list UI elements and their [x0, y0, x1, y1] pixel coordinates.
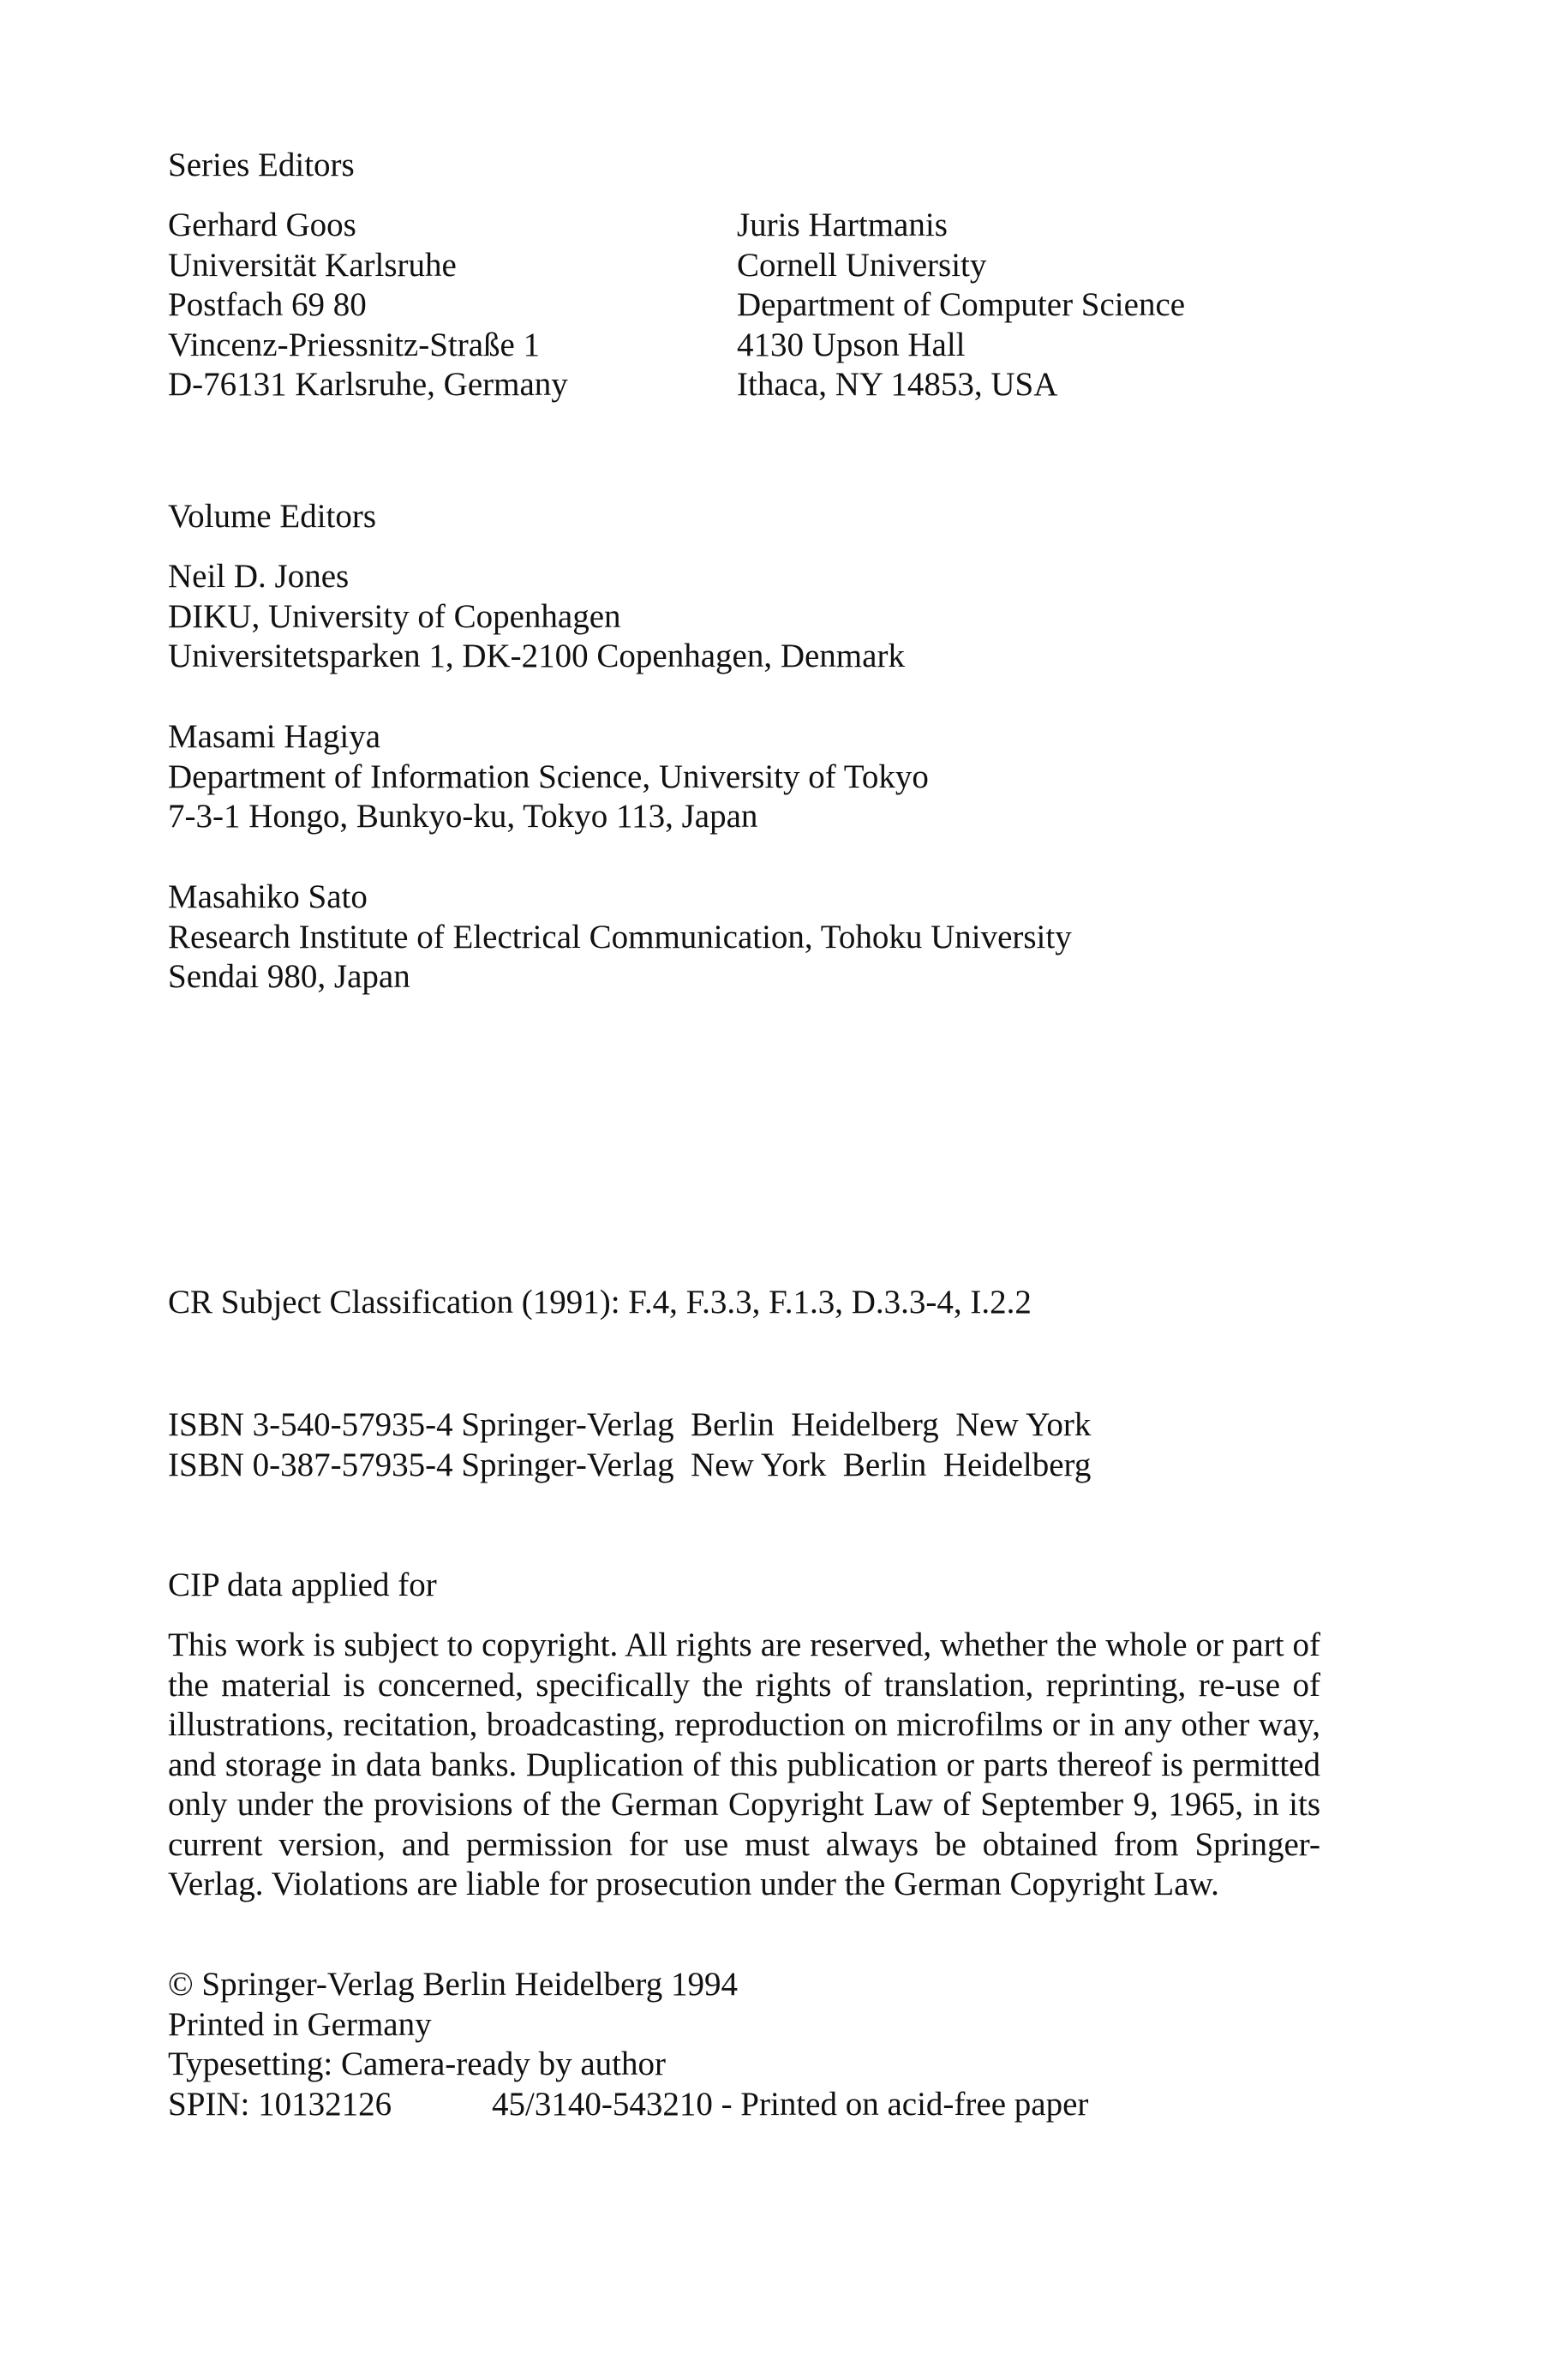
isbn-line: ISBN 0-387-57935-4 Springer-Verlag New York Berlin Heidelberg: [168, 1446, 1092, 1483]
editor-name: Masami Hagiya: [168, 718, 381, 755]
spin-details: 45/3140-543210 - Printed on acid-free paper: [492, 2085, 1089, 2123]
address-line: Universitetsparken 1, DK-2100 Copenhagen, Denmark: [168, 638, 905, 674]
cip-notice: [168, 1566, 437, 1606]
address-line: 7-3-1 Hongo, Bunkyo-ku, Tokyo 113, Japan: [168, 798, 758, 835]
series-editors: [168, 206, 1368, 411]
address-line: 4130 Upson Hall: [737, 326, 966, 363]
editor-name: Gerhard Goos: [168, 207, 356, 243]
series-editors-heading: [168, 146, 355, 186]
address-line: Department of Computer Science: [737, 286, 1186, 323]
volume-editor-jones: [168, 557, 905, 677]
imprint-page: [168, 0, 1368, 2378]
address-line: Department of Information Science, University of Tokyo: [168, 758, 929, 795]
cip-text: CIP data applied for: [168, 1566, 437, 1603]
address-line: Ithaca, NY 14853, USA: [737, 366, 1058, 403]
editor-name: Neil D. Jones: [168, 558, 350, 595]
subject-classification: [168, 1283, 1032, 1323]
series-editor-goos: [168, 206, 568, 405]
production-info: [168, 2045, 1088, 2124]
section-heading: Series Editors: [168, 147, 355, 183]
address-line: Sendai 980, Japan: [168, 958, 410, 995]
section-heading: Volume Editors: [168, 498, 377, 535]
isbn-block: [168, 1405, 1091, 1485]
address-line: Research Institute of Electrical Communication, Tohoku University: [168, 918, 1072, 955]
isbn-line: ISBN 3-540-57935-4 Springer-Verlag Berlin Heidelberg New York: [168, 1406, 1092, 1443]
address-line: D-76131 Karlsruhe, Germany: [168, 366, 568, 403]
spin-code: SPIN: 10132126: [168, 2085, 392, 2123]
address-line: Cornell University: [737, 246, 987, 284]
volume-editor-sato: [168, 878, 1072, 997]
address-line: DIKU, University of Copenhagen: [168, 597, 621, 635]
volume-editor-hagiya: [168, 717, 929, 837]
typesetting-line: Typesetting: Camera-ready by author: [168, 2046, 666, 2082]
editor-name: Juris Hartmanis: [737, 207, 948, 243]
classification-text: CR Subject Classification (1991): F.4, F.3.3, F.1.3, D.3.3-4, I.2.2: [168, 1284, 1032, 1321]
spin-line: [168, 2085, 1088, 2125]
series-editor-hartmanis: [737, 206, 1185, 405]
copyright-notice: This work is subject to copyright. All rights are reserved, whether the whole or part of the material is concerned, specifically the rights of translation, reprinting, re-use of illustrations, recitation, broadcasting, reproduction on microfilms or in any other way, and storage in data banks. Duplication of this publication or parts thereof is permitted only under the provisions of the German Copyright Law of September 9, 1965, in its current version, and permission for use must always be obtained from Springer-Verlag. Violations are liable for prosecution under the German Copyright Law.: [168, 1626, 1320, 1902]
copyright-holder: [168, 1965, 738, 2045]
address-line: Postfach 69 80: [168, 286, 367, 323]
copyright-line: © Springer-Verlag Berlin Heidelberg 1994: [168, 1966, 738, 2003]
editor-name: Masahiko Sato: [168, 878, 368, 915]
printed-in: Printed in Germany: [168, 2005, 432, 2043]
address-line: Vincenz-Priessnitz-Straße 1: [168, 326, 541, 363]
volume-editors-heading: [168, 497, 376, 537]
address-line: Universität Karlsruhe: [168, 246, 457, 284]
